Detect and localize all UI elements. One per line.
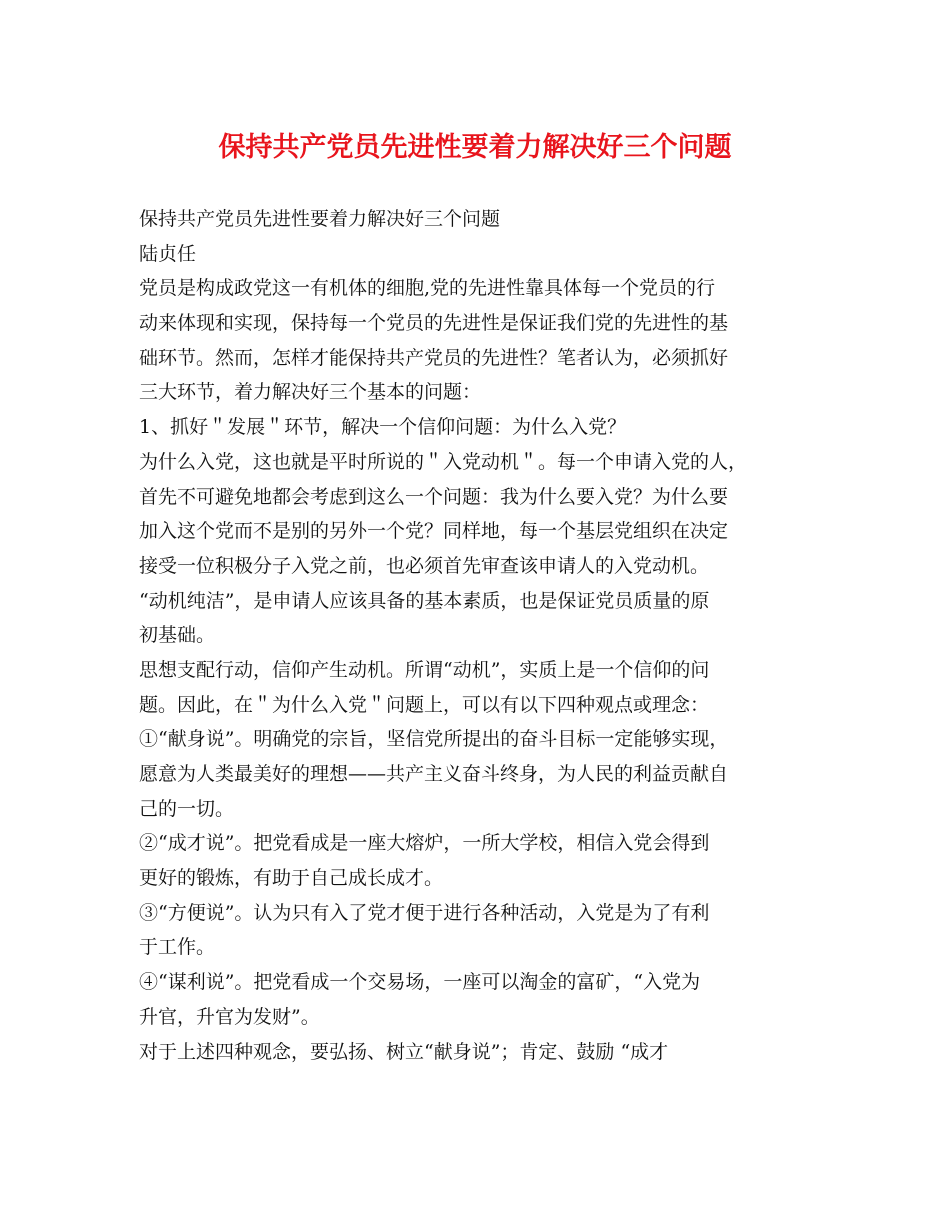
body-line: 接受一位积极分子入党之前，也必须首先审查该申请人的入党动机。 <box>139 554 710 577</box>
document-body <box>139 202 829 1069</box>
document-title: 保持共产党员先进性要着力解决好三个问题 <box>218 132 732 163</box>
body-line: 更好的锻炼，有助于自己成长成才。 <box>139 867 444 890</box>
body-line: 动来体现和实现，保持每一个党员的先进性是保证我们党的先进性的基 <box>139 312 729 335</box>
body-line: 愿意为人类最美好的理想——共产主义奋斗终身，为人民的利益贡献自 <box>139 763 729 785</box>
body-line: 对于上述四种观念，要弘扬、树立“献身说”；肯定、鼓励 “成才 <box>139 1040 669 1063</box>
body-line: 首先不可避免地都会考虑到这么一个问题：我为什么要入党？为什么要 <box>139 485 729 508</box>
body-line: 于工作。 <box>139 936 216 959</box>
body-line: 三大环节，着力解决好三个基本的问题： <box>139 381 482 404</box>
body-line: 1、抓好＂发展＂环节，解决一个信仰问题：为什么入党？ <box>139 416 627 439</box>
body-line: 加入这个党而不是别的另外一个党？同样地，每一个基层党组织在决定 <box>139 520 729 543</box>
body-line: 升官，升官为发财”。 <box>139 1005 320 1028</box>
body-line: “动机纯洁”，是申请人应该具备的基本素质，也是保证党员质量的原 <box>139 589 710 612</box>
body-line: ④“谋利说”。把党看成一个交易场，一座可以淘金的富矿，“入党为 <box>139 971 701 994</box>
body-line: 为什么入党，这也就是平时所说的＂入党动机＂。每一个申请入党的人， <box>139 450 748 473</box>
body-line: 陆贞任 <box>139 242 197 265</box>
body-line: ①“献身说”。明确党的宗旨，坚信党所提出的奋斗目标一定能够实现， <box>139 728 729 751</box>
body-line: ②“成才说”。把党看成是一座大熔炉，一所大学校，相信入党会得到 <box>139 832 710 855</box>
body-line: ③“方便说”。认为只有入了党才便于进行各种活动，入党是为了有利 <box>139 901 710 924</box>
body-line: 党员是构成政党这一有机体的细胞,党的先进性靠具体每一个党员的行 <box>139 277 716 300</box>
body-line: 初基础。 <box>139 624 216 647</box>
body-line: 思想支配行动，信仰产生动机。所谓“动机”，实质上是一个信仰的问 <box>139 658 710 681</box>
body-line: 题。因此，在＂为什么入党＂问题上，可以有以下四种观点或理念： <box>139 693 710 716</box>
body-line: 础环节。然而，怎样才能保持共产党员的先进性？笔者认为，必须抓好 <box>139 346 729 369</box>
body-line: 保持共产党员先进性要着力解决好三个问题 <box>139 208 501 230</box>
body-line: 己的一切。 <box>139 797 235 820</box>
